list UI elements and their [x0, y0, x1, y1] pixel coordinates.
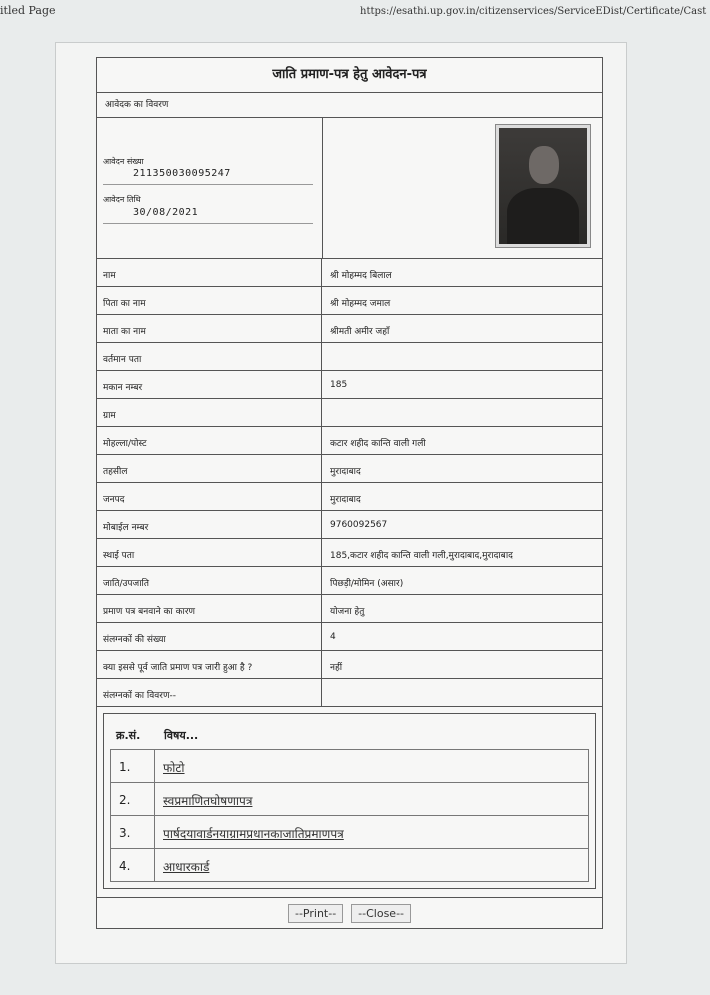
field-label: स्थाई पता	[97, 539, 322, 566]
application-number-label: आवेदन संख्या	[103, 157, 144, 166]
table-row	[97, 399, 602, 427]
serial-number-header: क्र.सं.	[116, 729, 141, 742]
field-label: वर्तमान पता	[97, 343, 322, 370]
field-label: ग्राम	[97, 399, 322, 426]
field-label: जनपद	[97, 483, 322, 510]
application-meta-block	[97, 118, 602, 259]
field-label: मोबाईल नम्बर	[97, 511, 322, 538]
table-row	[97, 511, 602, 539]
field-value	[322, 399, 602, 426]
field-value: श्री मोहम्मद बिलाल	[330, 271, 392, 281]
attachments-table	[103, 713, 596, 889]
attachments-header	[110, 724, 589, 749]
field-label: नाम	[97, 259, 322, 286]
field-label: क्या इससे पूर्व जाति प्रमाण पत्र जारी हुआ है ?	[97, 651, 322, 678]
print-button[interactable]: --Print--	[288, 904, 343, 923]
attachment-row	[110, 815, 589, 848]
table-row	[97, 623, 602, 651]
table-row	[97, 651, 602, 679]
table-row	[97, 679, 602, 707]
application-date-label: आवेदन तिथि	[103, 195, 141, 204]
table-row	[97, 567, 602, 595]
field-value: योजना हेतु	[330, 607, 365, 617]
application-form	[96, 57, 603, 929]
field-value: श्रीमती अमीर जहाँ	[330, 327, 390, 337]
field-label: संलग्नकों का विवरण--	[97, 679, 322, 706]
field-value: मुरादाबाद	[330, 495, 361, 505]
action-bar	[97, 897, 602, 928]
attachment-link[interactable]: आधारकार्ड	[163, 860, 210, 874]
field-value: 4	[330, 632, 336, 642]
attachment-number: 1.	[111, 750, 155, 782]
field-value: कटार शहीद कान्ति वाली गली	[330, 439, 426, 449]
applicant-photo	[495, 124, 591, 248]
field-label: जाति/उपजाति	[97, 567, 322, 594]
table-row	[97, 455, 602, 483]
page-url: https://esathi.up.gov.in/citizenservices/ServiceEDist/Certificate/Cast	[360, 6, 707, 17]
field-value: 9760092567	[330, 520, 388, 530]
divider	[103, 184, 313, 185]
attachment-row	[110, 848, 589, 882]
field-value: नहीं	[330, 663, 343, 673]
application-meta	[97, 118, 323, 258]
printed-page	[55, 42, 627, 964]
attachment-row	[110, 782, 589, 815]
attachment-link[interactable]: पार्षदयावार्डनयाग्रामप्रधानकाजातिप्रमाणपत्र	[163, 827, 344, 841]
close-button[interactable]: --Close--	[351, 904, 411, 923]
field-label: मकान नम्बर	[97, 371, 322, 398]
table-row	[97, 371, 602, 399]
attachment-number: 4.	[111, 849, 155, 881]
field-value: श्री मोहम्मद जमाल	[330, 299, 391, 309]
attachment-link[interactable]: फोटो	[163, 761, 185, 775]
table-row	[97, 483, 602, 511]
field-label: माता का नाम	[97, 315, 322, 342]
form-title: जाति प्रमाण-पत्र हेतु आवेदन-पत्र	[97, 58, 602, 93]
photo-body-shape	[507, 188, 579, 244]
table-row	[97, 539, 602, 567]
page-title: itled Page	[0, 4, 56, 17]
attachment-number: 2.	[111, 783, 155, 815]
attachment-number: 3.	[111, 816, 155, 848]
subject-header: विषय...	[164, 729, 199, 742]
attachment-row	[110, 749, 589, 782]
section-heading: आवेदक का विवरण	[97, 93, 602, 118]
application-date: 30/08/2021	[133, 207, 199, 218]
field-value	[322, 343, 602, 370]
browser-print-header	[0, 0, 710, 28]
field-label: पिता का नाम	[97, 287, 322, 314]
table-row	[97, 595, 602, 623]
table-row	[97, 427, 602, 455]
field-value: 185	[330, 380, 348, 390]
application-number: 211350030095247	[133, 168, 231, 179]
field-value: 185,कटार शहीद कान्ति वाली गली,मुरादाबाद,मुरादाबाद	[330, 551, 513, 561]
field-value: पिछड़ी/मोमिन (असार)	[330, 579, 404, 589]
applicant-details-table	[97, 259, 602, 707]
photo-head-shape	[529, 146, 559, 184]
divider	[103, 223, 313, 224]
field-value: मुरादाबाद	[330, 467, 361, 477]
table-row	[97, 259, 602, 287]
table-row	[97, 315, 602, 343]
field-value	[322, 679, 602, 706]
field-label: तहसील	[97, 455, 322, 482]
field-label: मोहल्ला/पोस्ट	[97, 427, 322, 454]
attachment-link[interactable]: स्वप्रमाणितघोषणापत्र	[163, 794, 253, 808]
photo-cell	[323, 118, 602, 258]
table-row	[97, 343, 602, 371]
field-label: प्रमाण पत्र बनवाने का कारण	[97, 595, 322, 622]
table-row	[97, 287, 602, 315]
field-label: संलग्नकों की संख्या	[97, 623, 322, 650]
